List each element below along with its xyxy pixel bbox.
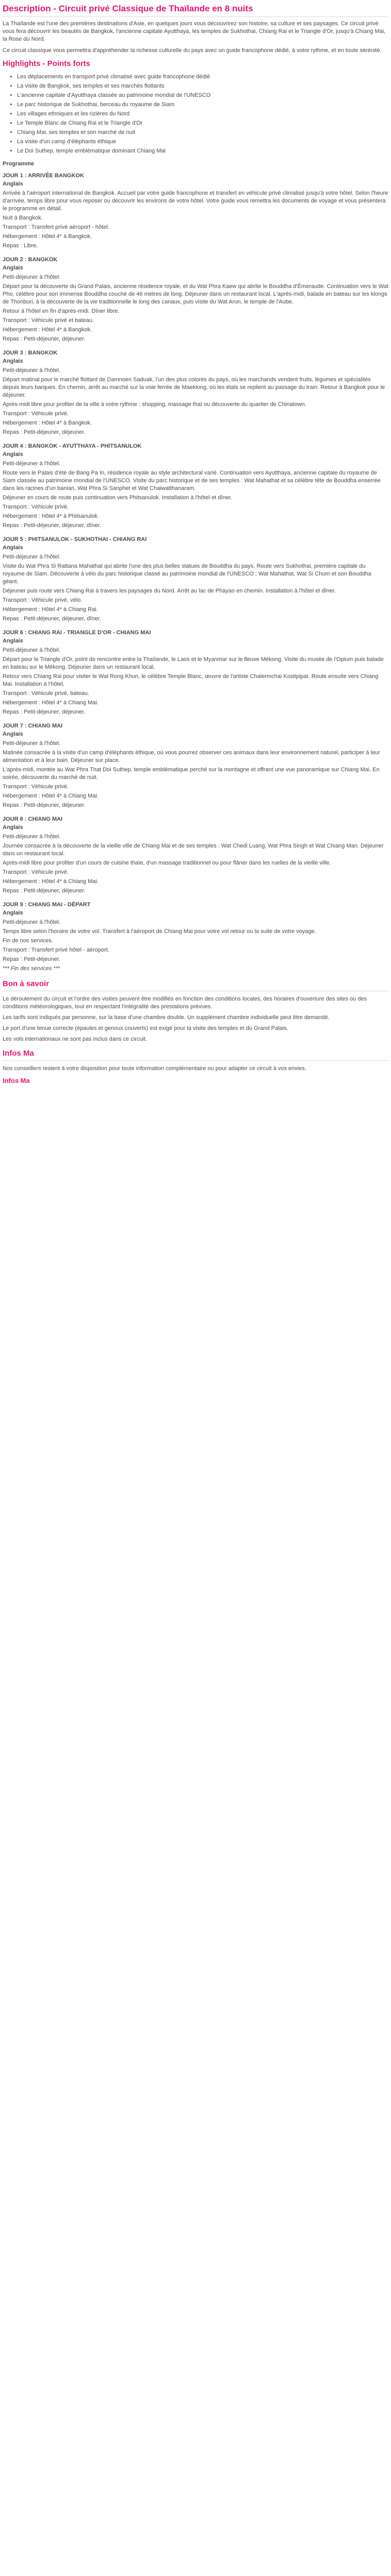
- intro-paragraph: Ce circuit classique vous permettra d'appréhender la richesse culturelle du pays avec un guide francophone dédié, à votre rythme, et en toute sérénité.: [3, 47, 382, 54]
- day-line: Hébergement : Hôtel 4* à Chiang Mai.: [3, 793, 99, 799]
- day-line: Transport : Véhicule privé.: [3, 869, 69, 875]
- day-line: Petit-déjeuner à l'hôtel.: [3, 919, 61, 925]
- day-title: JOUR 3 : BANGKOK: [3, 350, 58, 356]
- day-line: Visite du Wat Phra Si Rattana Mahathat qui abrite l'une des plus belles statues de Bouddha du pays. Route vers Sukhothai, première capitale du royaume de Siam. Découverte à vélo du parc historique classé au patrimoine mondial de l'UNESCO : Wat Mahathat, Wat Si Chum et son Bouddha géant.: [3, 563, 371, 585]
- good-to-know-paragraph: Les vols internationaux ne sont pas inclus dans ce circuit.: [3, 1036, 148, 1042]
- highlight-item: • Le parc historique de Sukhothai, berceau du royaume de Siam: [17, 101, 388, 109]
- day-title: JOUR 8 : CHIANG MAI: [3, 816, 63, 822]
- programme-label: Programme: [3, 161, 35, 167]
- day-block: [3, 536, 388, 623]
- day-line: Transport : Véhicule privé.: [3, 784, 69, 790]
- footer-label: Infos Ma: [3, 1077, 30, 1084]
- day-line: Repas : Petit-déjeuner, déjeuner.: [3, 429, 86, 435]
- highlight-item: • Chiang Mai, ses temples et son marché de nuit: [17, 129, 388, 137]
- day-line: Transport : Transfert privé hôtel - aéroport.: [3, 947, 109, 953]
- day-line: Repas : Petit-déjeuner, déjeuner, dîner.: [3, 522, 101, 529]
- day-line: Anglais: [3, 545, 23, 551]
- day-line: Petit-déjeuner à l'hôtel.: [3, 740, 61, 747]
- day-block: [3, 901, 388, 973]
- day-line: Transport : Véhicule privé, bateau.: [3, 690, 89, 697]
- day-line: Petit-déjeuner à l'hôtel.: [3, 367, 61, 374]
- day-line: Petit-déjeuner à l'hôtel.: [3, 554, 61, 560]
- highlight-item: • Les villages ethniques et les rizières du Nord: [17, 110, 388, 118]
- day-block: [3, 349, 388, 436]
- day-title: JOUR 6 : CHIANG RAI - TRIANGLE D'OR - CHIANG MAI: [3, 630, 151, 636]
- day-line: Anglais: [3, 181, 23, 187]
- day-line: Anglais: [3, 910, 23, 916]
- day-line: Anglais: [3, 265, 23, 271]
- day-line: Anglais: [3, 358, 23, 364]
- good-to-know-paragraph: Le port d'une tenue correcte (épaules et genoux couverts) est exigé pour la visite des temples et du Grand Palais.: [3, 1025, 288, 1031]
- day-line: Arrivée à l'aéroport international de Bangkok. Accueil par votre guide francophone et transfert en véhicule privé climatisé jusqu'à votre hôtel. Selon l'heure d'arrivée, temps libre pour vous reposer ou découvrir les environs de votre hôtel. Votre guide vous remettra les documents de voyage et vous présentera le programme en détail.: [3, 190, 388, 212]
- day-line: Hébergement : Hôtel 4* à Chiang Mai.: [3, 700, 99, 706]
- day-line: Transport : Transfert privé aéroport - hôtel.: [3, 224, 109, 230]
- day-line: Repas : Petit-déjeuner, déjeuner.: [3, 888, 86, 894]
- day-line: Hébergement : Hôtel 4* à Bangkok.: [3, 420, 92, 426]
- day-line: *** Fin des services ***: [3, 965, 60, 972]
- day-line: Anglais: [3, 451, 23, 457]
- highlight-item: • L'ancienne capitale d'Ayutthaya classée au patrimoine mondial de l'UNESCO: [17, 92, 388, 99]
- day-line: Petit-déjeuner à l'hôtel.: [3, 834, 61, 840]
- day-title: JOUR 5 : PHITSANULOK - SUKHOTHAI - CHIANG RAI: [3, 536, 147, 543]
- highlight-item: • Les déplacements en transport privé climatisé avec guide francophone dédié: [17, 73, 388, 81]
- day-block: [3, 629, 388, 716]
- day-line: Après-midi libre pour profiter de la ville à votre rythme : shopping, massage thaï ou découverte du quartier de Chinatown.: [3, 401, 306, 408]
- day-line: Petit-déjeuner à l'hôtel.: [3, 461, 61, 467]
- day-line: Hébergement : Hôtel 4* à Bangkok.: [3, 327, 92, 333]
- day-line: Fin de nos services.: [3, 938, 53, 944]
- day-line: Transport : Véhicule privé.: [3, 411, 69, 417]
- day-line: Après-midi libre pour profiter d'un cours de cuisine thaïe, d'un massage traditionnel ou pour flâner dans les ruelles de la vieille ville.: [3, 860, 331, 866]
- highlight-item: • La visite d'un camp d'éléphants éthique: [17, 138, 388, 146]
- day-line: Départ pour le Triangle d'Or, point de rencontre entre la Thaïlande, le Laos et le Myanmar sur le fleuve Mékong. Visite du musée de l'Opium puis balade en bateau sur le Mékong. Déjeuner dans un restaurant local.: [3, 656, 384, 670]
- day-line: Hébergement : Hôtel 4* à Bangkok.: [3, 233, 92, 240]
- day-title: JOUR 1 : ARRIVÉE BANGKOK: [3, 173, 84, 179]
- good-to-know: [3, 995, 388, 1043]
- day-line: Matinée consacrée à la visite d'un camp d'éléphants éthique, où vous pourrez observer ces animaux dans leur environnement naturel, participer à leur alimentation et à leur bain. Déjeuner sur place.: [3, 750, 380, 764]
- day-line: Hébergement : Hôtel 4* à Chiang Mai.: [3, 878, 99, 885]
- intro-paragraph: La Thaïlande est l'une des premières destinations d'Asie, en quelques jours vous découvrirez son histoire, sa culture et ses paysages. Ce circuit privé vous fera découvrir les beautés de Bangkok, l'ancienne capitale Ayutthaya, les temples de Sukhothai, Chiang Rai et le Triangle d'Or, jusqu'à Chiang Mai, la Rose du Nord.: [3, 21, 386, 42]
- info-paragraph: Nos conseillers restent à votre disposition pour toute information complémentaire ou pour adapter ce circuit à vos envies.: [3, 1065, 306, 1072]
- day-line: Retour à l'hôtel en fin d'après-midi. Dîner libre.: [3, 308, 120, 314]
- day-line: Hébergement : Hôtel 4* à Phitsanulok.: [3, 513, 100, 519]
- day-block: [3, 172, 388, 250]
- highlights-heading: Highlights - Points forts: [3, 59, 90, 68]
- day-line: Repas : Libre.: [3, 243, 38, 249]
- good-to-know-heading: Bon à savoir: [3, 979, 388, 991]
- day-line: Repas : Petit-déjeuner, déjeuner.: [3, 709, 86, 715]
- day-block: [3, 722, 388, 809]
- day-line: Repas : Petit-déjeuner, déjeuner.: [3, 336, 86, 342]
- day-line: Repas : Petit-déjeuner.: [3, 956, 60, 962]
- day-line: Repas : Petit-déjeuner, déjeuner, dîner.: [3, 616, 101, 622]
- page: [0, 0, 391, 1087]
- day-title: JOUR 4 : BANGKOK - AYUTTHAYA - PHITSANULOK: [3, 443, 142, 449]
- day-line: Transport : Véhicule privé, vélo.: [3, 597, 83, 603]
- day-line: Retour vers Chiang Rai pour visiter le Wat Rong Khun, le célèbre Temple Blanc, œuvre de l'artiste Chalermchai Kositpipat. Route ensuite vers Chiang Mai. Installation à l'hôtel.: [3, 673, 379, 687]
- day-line: Départ pour la découverte du Grand Palais, ancienne résidence royale, et du Wat Phra Kaew qui abrite le Bouddha d'Émeraude. Continuation vers le Wat Pho, célèbre pour son immense Bouddha couché de 46 mètres de long. Déjeuner dans un restaurant local. L'après-midi, balade en bateau sur les klongs de Thonburi, à la découverte de la vie traditionnelle le long des canaux, puis visite du Wat Arun, le temple de l'Aube.: [3, 283, 388, 305]
- day-line: Départ matinal pour le marché flottant de Damnoen Saduak, l'un des plus colorés du pays, où les marchands vendent fruits, légumes et spécialités depuis leurs barques. En chemin, arrêt au marché sur la voie ferrée de Maeklong, où les étals se replient au passage du train. Retour à Bangkok pour le déjeuner.: [3, 377, 385, 398]
- day-line: Transport : Véhicule privé et bateau.: [3, 317, 94, 324]
- day-line: Petit-déjeuner à l'hôtel.: [3, 274, 61, 280]
- day-block: [3, 443, 388, 530]
- good-to-know-paragraph: Le déroulement du circuit et l'ordre des visites peuvent être modifiés en fonction des conditions locales, des horaires d'ouverture des sites ou des conditions météorologiques, tout en respectant l'intégralité des prestations prévues.: [3, 996, 367, 1010]
- day-line: Petit-déjeuner à l'hôtel.: [3, 647, 61, 653]
- day-line: Anglais: [3, 824, 23, 831]
- day-title: JOUR 2 : BANGKOK: [3, 257, 58, 263]
- day-line: Hébergement : Hôtel 4* à Chiang Rai.: [3, 606, 98, 613]
- good-to-know-paragraph: Les tarifs sont indiqués par personne, sur la base d'une chambre double. Un supplément chambre individuelle peut être demandé.: [3, 1014, 330, 1021]
- highlight-item: • Le Temple Blanc de Chiang Rai et le Triangle d'Or: [17, 120, 388, 127]
- day-block: [3, 256, 388, 343]
- day-line: Repas : Petit-déjeuner, déjeuner.: [3, 802, 86, 808]
- day-title: JOUR 7 : CHIANG MAI: [3, 723, 63, 729]
- day-line: Temps libre selon l'horaire de votre vol. Transfert à l'aéroport de Chiang Mai pour votre vol retour ou la suite de votre voyage.: [3, 928, 316, 935]
- day-line: Anglais: [3, 638, 23, 644]
- highlight-item: • Le Doi Suthep, temple emblématique dominant Chiang Mai: [17, 147, 388, 155]
- day-line: L'après-midi, montée au Wat Phra That Doi Suthep, temple emblématique perché sur la montagne et offrant une vue panoramique sur Chiang Mai. En soirée, découverte du marché de nuit.: [3, 767, 380, 781]
- day-line: Journée consacrée à la découverte de la vieille ville de Chiang Mai et de ses temples : Wat Chedi Luang, Wat Phra Singh et Wat Chiang Man. Déjeuner dans un restaurant local.: [3, 843, 384, 857]
- day-line: Déjeuner en cours de route puis continuation vers Phitsanulok. Installation à l'hôtel et dîner.: [3, 495, 232, 501]
- itinerary: [3, 172, 388, 973]
- page-title: Description - Circuit privé Classique de Thaïlande en 8 nuits: [3, 3, 388, 17]
- day-line: Déjeuner puis route vers Chiang Rai à travers les paysages du Nord. Arrêt au lac de Phayao en chemin. Installation à l'hôtel et dîner.: [3, 588, 336, 594]
- highlights-list: [3, 73, 388, 155]
- day-line: Route vers le Palais d'été de Bang Pa In, résidence royale au style architectural varié. Continuation vers Ayutthaya, ancienne capitale du royaume de Siam classée au patrimoine mondial de l'UNESCO. Visite du parc historique et de ses temples : Wat Mahathat et sa célèbre tête de Bouddha enserrée dans les racines d'un banian, Wat Phra Si Sanphet et Wat Chaiwatthanaram.: [3, 470, 381, 492]
- day-line: Transport : Véhicule privé.: [3, 504, 69, 510]
- day-title: JOUR 9 : CHIANG MAI - DÉPART: [3, 902, 91, 908]
- day-line: Anglais: [3, 731, 23, 737]
- day-block: [3, 816, 388, 895]
- info-heading: Infos Ma: [3, 1048, 388, 1061]
- highlight-item: • La visite de Bangkok, ses temples et ses marchés flottants: [17, 82, 388, 90]
- intro: [3, 20, 388, 55]
- day-line: Nuit à Bangkok.: [3, 215, 43, 221]
